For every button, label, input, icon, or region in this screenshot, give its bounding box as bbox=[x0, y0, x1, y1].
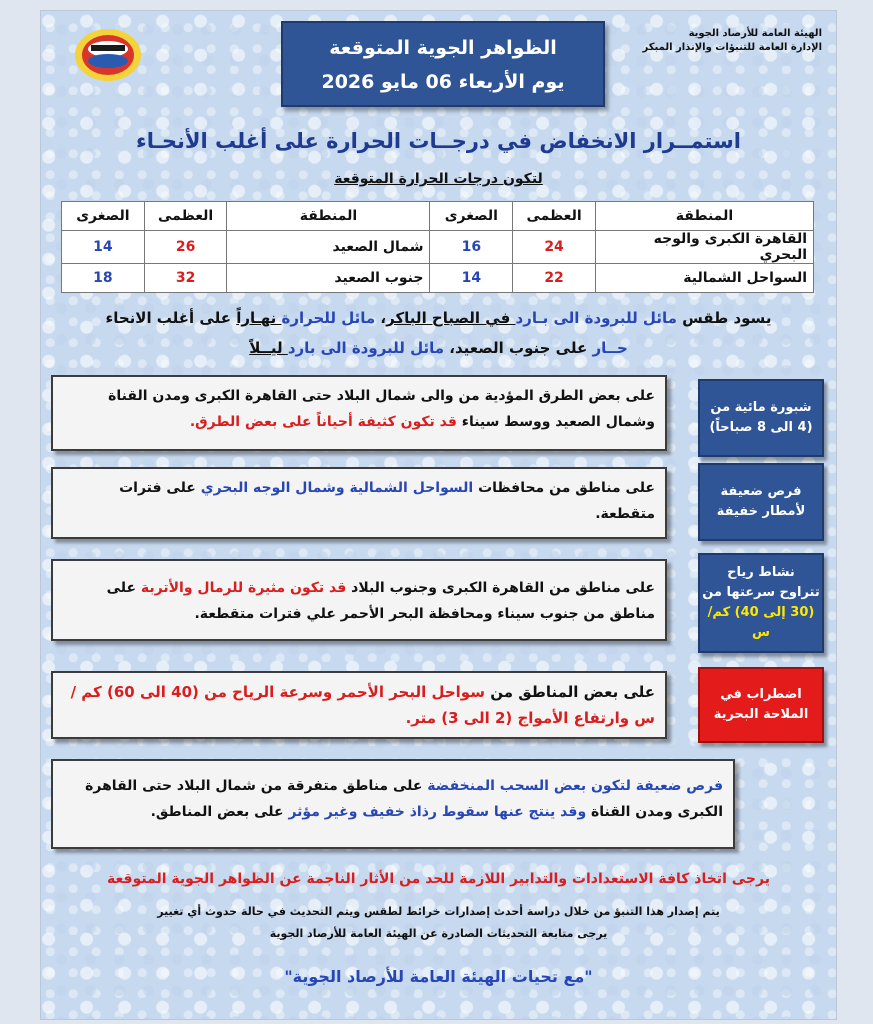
clouds-note bbox=[51, 759, 735, 849]
temperature-table bbox=[61, 201, 814, 293]
wind-warning bbox=[51, 559, 667, 641]
org-name: الهيئة العامة للأرصاد الجوية bbox=[688, 28, 822, 39]
marine-label-title: اضطراب في bbox=[720, 687, 802, 702]
marine-label-sub: الملاحة البحرية bbox=[713, 707, 809, 722]
footer-note-2: يرجى متابعة التحديثات الصادرة عن الهيئة العامة للأرصاد الجوية bbox=[269, 927, 608, 940]
fog-text-alert: قد تكون كثيفة أحياناً على بعض الطرق. bbox=[189, 414, 457, 430]
col-region-2: المنطقة bbox=[227, 202, 430, 231]
fog-label-title: شبورة مائية من bbox=[710, 400, 812, 415]
col-min-2: الصغرى bbox=[62, 202, 145, 231]
rain-label-sub: لأمطار خفيفة bbox=[716, 504, 806, 519]
bulletin-page bbox=[40, 10, 837, 1020]
summary-text: مائل للحرارة bbox=[281, 309, 376, 327]
fog-label-time: (4 الى 8 صباحاً) bbox=[709, 420, 813, 435]
marine-label bbox=[698, 667, 824, 743]
region-cell: شمال الصعيد bbox=[227, 231, 430, 264]
max-cell: 32 bbox=[144, 264, 227, 293]
clouds-text: وقد ينتج عنها سقوط رذاذ خفيف وغير مؤثر bbox=[288, 804, 587, 820]
col-max-2: العظمى bbox=[144, 202, 227, 231]
summary-text: يسود طقس bbox=[676, 309, 772, 327]
headline: استمــرار الانخفاض في درجــات الحرارة على أغلب الأنحـاء bbox=[136, 129, 741, 153]
summary-text: ليــلاً bbox=[249, 339, 288, 357]
rain-text: على مناطق من محافظات bbox=[473, 480, 655, 496]
title-main: الظواهر الجوية المتوقعة bbox=[329, 37, 557, 59]
footer-note-1: يتم إصدار هذا التنبؤ من خلال دراسة أحدث إصدارات خرائط لطقس ويتم التحديث في حالة حدوث أي تغيير bbox=[157, 905, 720, 918]
weather-summary bbox=[61, 303, 816, 363]
marine-text-alert: سواحل البحر الأحمر وسرعة الرياح من (40 الى 60) كم / س وارتفاع الأمواج (2 الى 3) متر. bbox=[70, 683, 655, 727]
summary-text: مائل للبرودة الى بارد bbox=[287, 339, 445, 357]
summary-text: نهـاراً bbox=[236, 309, 282, 327]
col-max: العظمى bbox=[513, 202, 596, 231]
clouds-text: على مناطق متفرقة من شمال البلاد حتى القاهرة الكبرى ومدن القناة bbox=[85, 778, 723, 820]
table-header-row bbox=[62, 202, 814, 231]
ema-logo bbox=[73, 27, 143, 83]
fog-warning bbox=[51, 375, 667, 451]
summary-text: على جنوب الصعيد، bbox=[444, 339, 593, 357]
clouds-text: فرص ضعيفة لتكون بعض السحب المنخفضة bbox=[427, 778, 723, 794]
rain-text: على فترات متقطعة. bbox=[119, 480, 655, 522]
subheadline: لتكون درجات الحرارة المتوقعة bbox=[334, 171, 543, 187]
clouds-text: على بعض المناطق. bbox=[150, 804, 289, 820]
summary-text: ، bbox=[375, 309, 387, 327]
summary-line-1 bbox=[61, 303, 816, 333]
wind-text-alert: قد تكون مثيرة للرمال والأتربة bbox=[140, 580, 347, 596]
title-date: يوم الأربعاء 06 مايو 2026 bbox=[321, 71, 565, 93]
wind-label-sub: تتراوح سرعتها من bbox=[702, 585, 820, 600]
title-box bbox=[281, 21, 605, 107]
region-cell: جنوب الصعيد bbox=[227, 264, 430, 293]
max-cell: 24 bbox=[513, 231, 596, 264]
wind-label bbox=[698, 553, 824, 653]
region-cell: القاهرة الكبرى والوجه البحري bbox=[595, 231, 813, 264]
summary-text: مائل للبرودة الى بـارد bbox=[515, 309, 677, 327]
summary-line-2 bbox=[61, 333, 816, 363]
org-header bbox=[622, 27, 822, 55]
summary-text: في الصباح الباكر bbox=[386, 309, 516, 327]
region-cell: السواحل الشمالية bbox=[595, 264, 813, 293]
min-cell: 14 bbox=[430, 264, 513, 293]
min-cell: 18 bbox=[62, 264, 145, 293]
wind-label-title: نشاط رياح bbox=[727, 565, 795, 580]
summary-text: حــار bbox=[592, 339, 628, 357]
col-min: الصغرى bbox=[430, 202, 513, 231]
rain-label bbox=[698, 463, 824, 541]
wind-text: على مناطق من جنوب سيناء ومحافظة البحر الأحمر علي فترات متقطعة. bbox=[106, 580, 655, 622]
greeting: "مع تحيات الهيئة العامة للأرصاد الجوية" bbox=[284, 967, 593, 986]
min-cell: 14 bbox=[62, 231, 145, 264]
marine-warning bbox=[51, 671, 667, 739]
rain-label-title: فرص ضعيفة bbox=[720, 484, 802, 499]
table-row bbox=[62, 231, 814, 264]
rain-warning bbox=[51, 467, 667, 539]
marine-text: على بعض المناطق من bbox=[484, 683, 655, 701]
fog-label bbox=[698, 379, 824, 457]
table-row bbox=[62, 264, 814, 293]
summary-text: على أغلب الانحاء bbox=[105, 309, 237, 327]
fog-text: على بعض الطرق المؤدية من والى شمال البلاد حتى القاهرة الكبرى ومدن القناة وشمال الصعيد ووسط سيناء bbox=[108, 388, 655, 430]
advisory-text: يرجى اتخاذ كافة الاستعدادات والتدابير اللازمة للحد من الأثار الناجمة عن الظواهر الجوية المتوقعة bbox=[107, 871, 770, 887]
max-cell: 26 bbox=[144, 231, 227, 264]
org-department: الإدارة العامة للتنبؤات والإنذار المبكر bbox=[642, 42, 822, 53]
min-cell: 16 bbox=[430, 231, 513, 264]
rain-text-regions: السواحل الشمالية وشمال الوجه البحري bbox=[200, 480, 474, 496]
max-cell: 22 bbox=[513, 264, 596, 293]
wind-text: على مناطق من القاهرة الكبرى وجنوب البلاد bbox=[346, 580, 655, 596]
col-region: المنطقة bbox=[595, 202, 813, 231]
footer-notes bbox=[41, 901, 836, 945]
wind-label-speed: (30 إلى 40) كم/س bbox=[707, 605, 815, 640]
